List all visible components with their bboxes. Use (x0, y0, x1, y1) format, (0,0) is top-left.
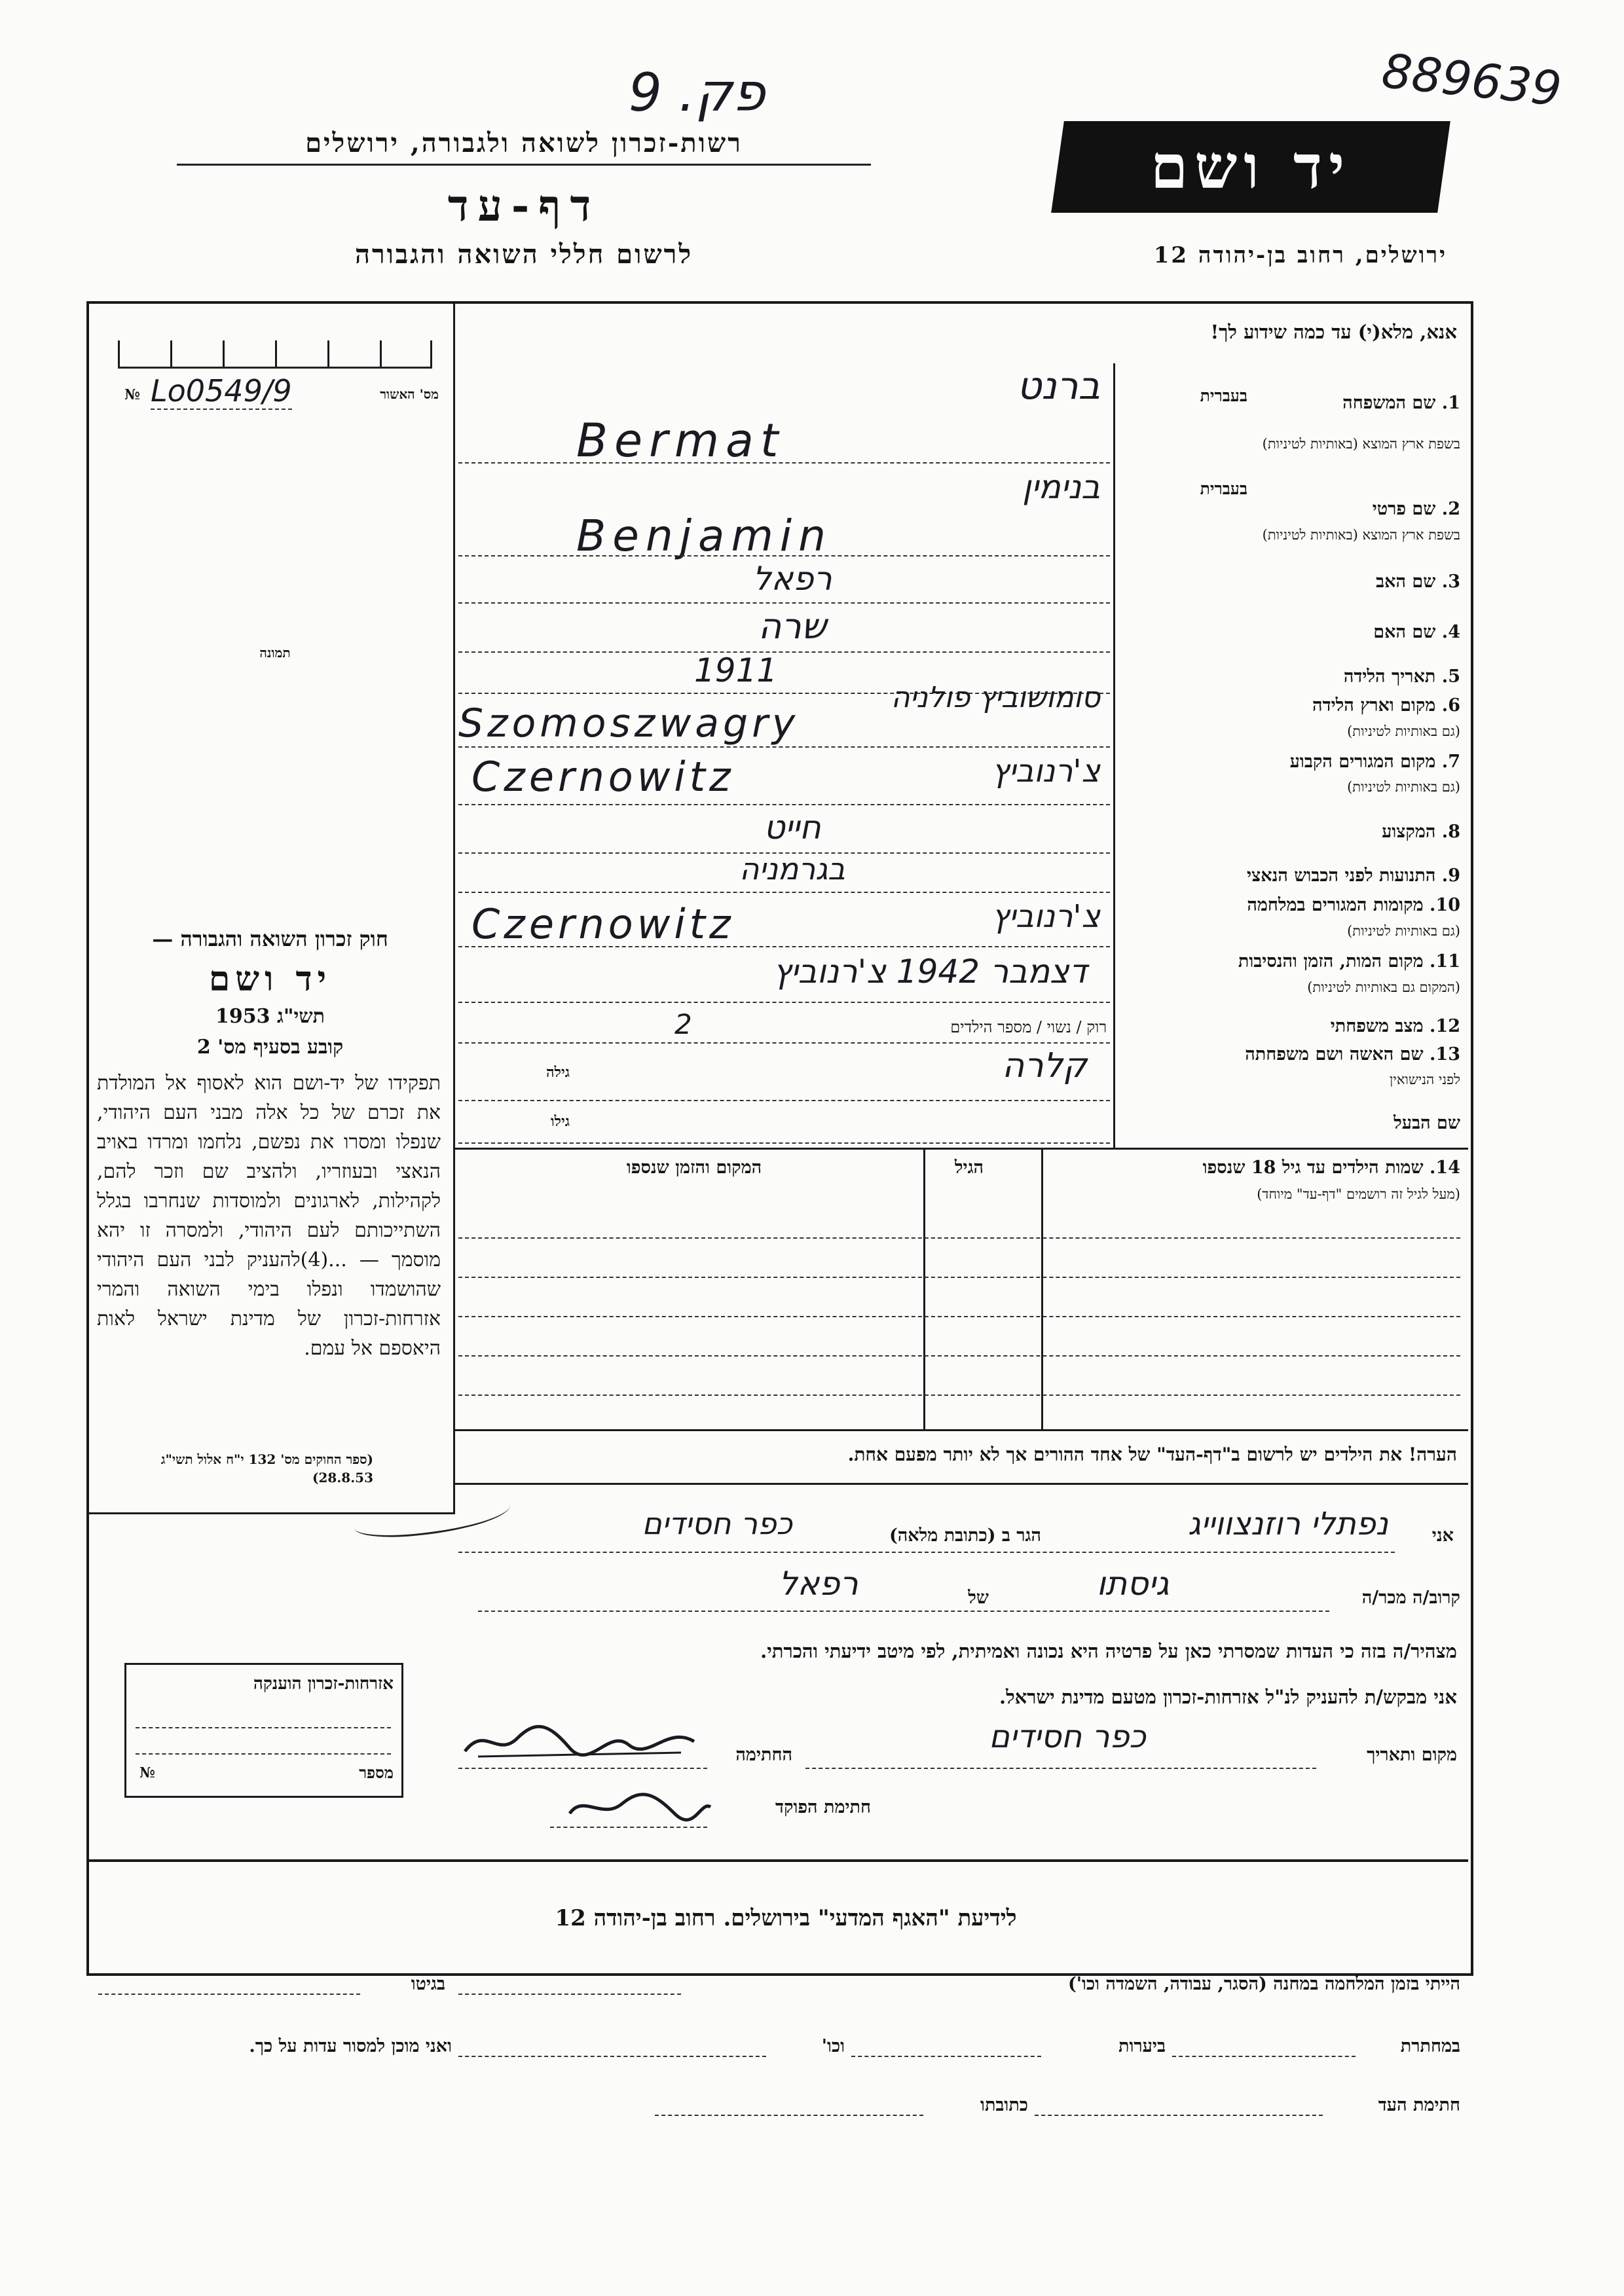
citizenship-box (124, 1663, 403, 1798)
field-11-label: 11. מקום המות, הזמן והנסיבות (1238, 951, 1460, 972)
field-2-label: 2. שם פרטי (1372, 499, 1460, 519)
field-12-line (458, 1042, 1110, 1044)
field-1-name: שם המשפחה (1342, 393, 1436, 413)
decl-i-value: נפתלי רוזנצווייג (1188, 1506, 1388, 1542)
field-10-value-latin: Czernowitz (471, 900, 735, 948)
field-4-label: 4. שם האם (1373, 622, 1460, 642)
field-12-label: 12. מצב משפחתי (1330, 1016, 1460, 1036)
field-4-line (458, 651, 1110, 653)
field-3-line (458, 602, 1110, 604)
footer-line3-blank-a (1035, 2115, 1323, 2116)
children-row-5 (458, 1394, 1460, 1396)
decl-relation-value: גיסתו (1096, 1565, 1170, 1603)
footer-title: לידיעת "האגף המדעי" בירושלים. רחוב בן-יהודה 12 (555, 1905, 1017, 1931)
field-10-label: 10. מקומות המגורים במלחמה (1247, 895, 1460, 915)
field-3-label: 3. שם האב (1376, 572, 1460, 592)
decl-signature-label: החתימה (735, 1745, 792, 1765)
field-7-sub: (גם באותיות לטיניות) (1347, 779, 1460, 795)
decl-officer-label: חתימת הפוקד (775, 1797, 871, 1817)
decl-resides-label: הגר ב (כתובת מלאה) (889, 1525, 1041, 1546)
field-5-label: 5. תאריך הלידה (1343, 666, 1460, 687)
label-column-border (1113, 363, 1115, 1149)
value-column-left-border (453, 363, 455, 1149)
field-8-label: 8. המקצוע (1382, 822, 1460, 842)
decl-place-date-value: כפר חסידים (989, 1719, 1146, 1755)
authority-underline (177, 164, 871, 166)
field-2-value-he: בנימין (1022, 468, 1100, 506)
children-row-2 (458, 1277, 1460, 1278)
footer-line2-end: ואני מוכן למסור עדות על כך. (249, 2036, 452, 2056)
children-col-age: הגיל (954, 1157, 984, 1178)
field-10-sub: (גם באותיות לטיניות) (1347, 923, 1460, 939)
top-handwritten-note: פק. 9 (629, 62, 766, 123)
footer-line2-b: ביערות (1118, 2036, 1166, 2056)
field-6-sub: (גם באותיות לטיניות) (1347, 723, 1460, 739)
children-col-divider-2 (1041, 1148, 1043, 1429)
field-1-line (458, 462, 1110, 464)
children-col-place: המקום והזמן שנספו (626, 1157, 762, 1178)
field-6-value: סומושוביץ פולניה (891, 681, 1100, 714)
field-2-name: שם פרטי (1372, 499, 1436, 519)
footer-line1-end: בגיטו (411, 1974, 445, 1994)
decl-place-date-label: מקום ותאריך (1367, 1745, 1457, 1765)
field-10-value: צ'רנוביץ (991, 898, 1100, 935)
field-6-name: מקום וארץ הלידה (1312, 695, 1436, 716)
footer-line2-a: במחתרת (1400, 2036, 1460, 2056)
field-1-label: 1. שם המשפחה (1342, 393, 1460, 413)
serial-prefix: № (124, 386, 140, 403)
field-4-value: שרה (758, 606, 827, 647)
serial-label: מס' האשור (380, 386, 439, 402)
law-year: תשי"ג 1953 (215, 1005, 325, 1028)
footer-line3-a: חתימת העד (1378, 2095, 1460, 2115)
field-10-name: מקומות המגורים במלחמה (1247, 895, 1424, 915)
field-6-line (458, 746, 1110, 748)
decl-of-label: של (968, 1588, 989, 1608)
footer-line1-blank-a (458, 1994, 681, 1995)
law-text: תפקידו של יד-ושם הוא לאסוף אל המולדת את זכרם של כל אלה מבני העם היהודי, שנפלו ומסרו את נפשם, נלחמו ומרדו באויב הנאצי ובעוזריו, ולהציב שם וזכר להם, לקהילות, לארגונים ולמוסדות שנחרבו בגלל השתייכותם לעם היהודי, ולמסרה זו יהא מוסמך — ...(4)להעניק לבני העם היהודי שהושמדו ונפלו בימי השואה והמרי אזרחות-זכרון של מדינת ישראל לאות היאספם אל עמם. (97, 1072, 441, 1360)
field-13-line (458, 1100, 1110, 1101)
law-clause: קובע בסעיף מס' 2 (196, 1036, 344, 1059)
children-top-rule (453, 1148, 1468, 1150)
law-citation: (ספר החוקים מס' 132 י"ח אלול תשי"ג 28.8.53) (160, 1451, 373, 1485)
decl-line-2 (478, 1611, 1329, 1612)
note-bottom-rule (453, 1483, 1468, 1485)
serial-value: Lo0549/9 (151, 373, 292, 409)
field-7-label: 7. מקום המגורים הקבוע (1289, 752, 1460, 772)
field-3-value: רפאל (752, 560, 832, 598)
footer-line2-c: וכו' (821, 2036, 845, 2056)
footer-line2-blank-a (1172, 2056, 1356, 2057)
citizenship-box-number-label: מספר (359, 1763, 394, 1782)
field-9-value: בגרמניה (739, 851, 845, 886)
citizenship-box-number-prefix: № (139, 1764, 155, 1781)
field-8-name: המקצוע (1382, 822, 1436, 842)
field-1-tag: בעברית (1200, 386, 1247, 405)
field-5-name: תאריך הלידה (1343, 666, 1436, 687)
law-title: חוק זכרון השואה והגבורה — (152, 926, 388, 951)
field-5-value: 1911 (694, 651, 778, 689)
field-1-value-he: ברנט (1016, 363, 1100, 408)
field-11-value: דצמבר 1942 צ'רנוביץ (773, 953, 1087, 991)
field-4-name: שם האם (1373, 622, 1436, 642)
children-sub: (מעל לגיל זה רושמים "דף-עד" מיוחד) (1257, 1186, 1460, 1202)
husband-label: שם הבעל (1393, 1113, 1460, 1133)
form-instruction: אנא, מלא(י) עד כמה שידוע לך! (1210, 321, 1457, 343)
logo-text: יד ושם (1150, 132, 1352, 202)
field-13-age-label: גילה (546, 1064, 570, 1081)
field-11-name: מקום המות, הזמן והנסיבות (1238, 951, 1424, 972)
children-bottom-rule (453, 1429, 1468, 1431)
decl-i-label: אני (1431, 1525, 1454, 1546)
field-9-line (458, 892, 1110, 893)
children-col-divider-1 (923, 1148, 925, 1429)
field-9-name: התנועות לפני הכבוש הנאצי (1247, 866, 1436, 886)
field-7-name: מקום המגורים הקבוע (1289, 752, 1436, 772)
field-2-tag: בעברית (1200, 479, 1247, 498)
field-8-value: חייט (764, 809, 821, 847)
form-title: דף-עד (447, 180, 600, 231)
field-11-line (458, 1002, 1110, 1003)
field-6-value-latin: Szomoszwagry (458, 701, 800, 746)
footer-line2-blank-b (851, 2056, 1041, 2057)
children-row-1 (458, 1237, 1460, 1239)
children-title: שמות הילדים עד גיל 18 שנספו (1202, 1157, 1424, 1178)
decl-relation-label: קרוב/ה מכר/ה (1361, 1588, 1460, 1608)
decl-of-value: רפאל (779, 1565, 858, 1603)
form-subtitle: לרשום חללי השואה והגבורה (354, 239, 693, 270)
children-note: הערה! את הילדים יש לרשום ב"דף-העד" של אחד ההורים אך לא יותר מפעם אחת. (847, 1444, 1457, 1465)
decl-resides-value: כפר חסידים (642, 1506, 792, 1541)
decl-line-1 (458, 1552, 1395, 1553)
field-12-name: מצב משפחתי (1330, 1016, 1424, 1036)
field-7-value-latin: Czernowitz (471, 753, 735, 801)
field-2-sub: בשפת ארץ המוצא (באותיות לטיניות) (1262, 527, 1460, 543)
children-row-3 (458, 1316, 1460, 1317)
serial-ticks (118, 340, 432, 369)
photo-label: תמונה (259, 645, 291, 661)
decl-officer-line (550, 1827, 707, 1828)
children-row-4 (458, 1355, 1460, 1357)
field-3-name: שם האב (1376, 572, 1436, 592)
field-12-value: 2 (674, 1008, 692, 1040)
footer-line3-blank-b (655, 2115, 923, 2116)
field-9-label: 9. התנועות לפני הכבוש הנאצי (1247, 866, 1460, 886)
decl-request: אני מבקש/ת להעניק לנ"ל אזרחות-זכרון מטעם מדינת ישראל. (999, 1686, 1457, 1708)
decl-signature (458, 1719, 701, 1758)
footer-line3-b: כתובתו (980, 2095, 1028, 2115)
husband-line (458, 1142, 1110, 1144)
decl-officer-signature (563, 1787, 714, 1827)
decl-certify: מצהיר/ה בזה כי העדות שמסרתי כאן על פרטיה היא נכונה ואמיתית, לפי מיטב ידיעתי והכרתי. (760, 1640, 1457, 1662)
field-13-value: קלרה (1002, 1046, 1087, 1085)
citizenship-box-title: אזרחות-זכרון הוענקה (253, 1674, 394, 1694)
footer-frame (86, 1859, 1468, 1862)
law-name: יד ושם (208, 959, 332, 999)
footer-line1-blank-b (98, 1994, 360, 1995)
field-10-line (458, 946, 1110, 947)
footer-line2-blank-c (458, 2056, 766, 2057)
field-7-line (458, 804, 1110, 805)
field-1-value-latin: Bermat (576, 414, 785, 467)
children-label: 14. שמות הילדים עד גיל 18 שנספו (1202, 1157, 1460, 1178)
field-13-sub: לפני הנישואין (1390, 1072, 1460, 1087)
field-2-line (458, 555, 1110, 556)
field-7-value: צ'רנוביץ (991, 753, 1100, 790)
yad-vashem-logo (1051, 121, 1450, 213)
decl-place-line (805, 1768, 1316, 1769)
footer-line1: הייתי בזמן המלחמה במחנה (הסגר, עבודה, השמדה וכו') (1067, 1974, 1460, 1994)
husband-age-label: גילו (551, 1113, 570, 1130)
field-1-sub: בשפת ארץ המוצא (באותיות לטיניות) (1262, 436, 1460, 452)
field-12-marital-options: רוק / נשוי / מספר הילדים (950, 1018, 1107, 1036)
authority-name: רשות-זכרון לשואה ולגבורה, ירושלים (305, 128, 743, 158)
field-2-value-latin: Benjamin (576, 511, 832, 561)
address: ירושלים, רחוב בן-יהודה 12 (1153, 242, 1447, 268)
decl-signature-line (458, 1768, 707, 1769)
field-11-sub: (המקום גם באותיות לטיניות) (1307, 979, 1460, 995)
field-6-label: 6. מקום וארץ הלידה (1312, 695, 1460, 716)
field-13-name: שם האשה ושם משפחתה (1245, 1044, 1424, 1065)
field-13-label: 13. שם האשה ושם משפחתה (1245, 1044, 1460, 1065)
corner-number: 889639 (1379, 43, 1564, 117)
